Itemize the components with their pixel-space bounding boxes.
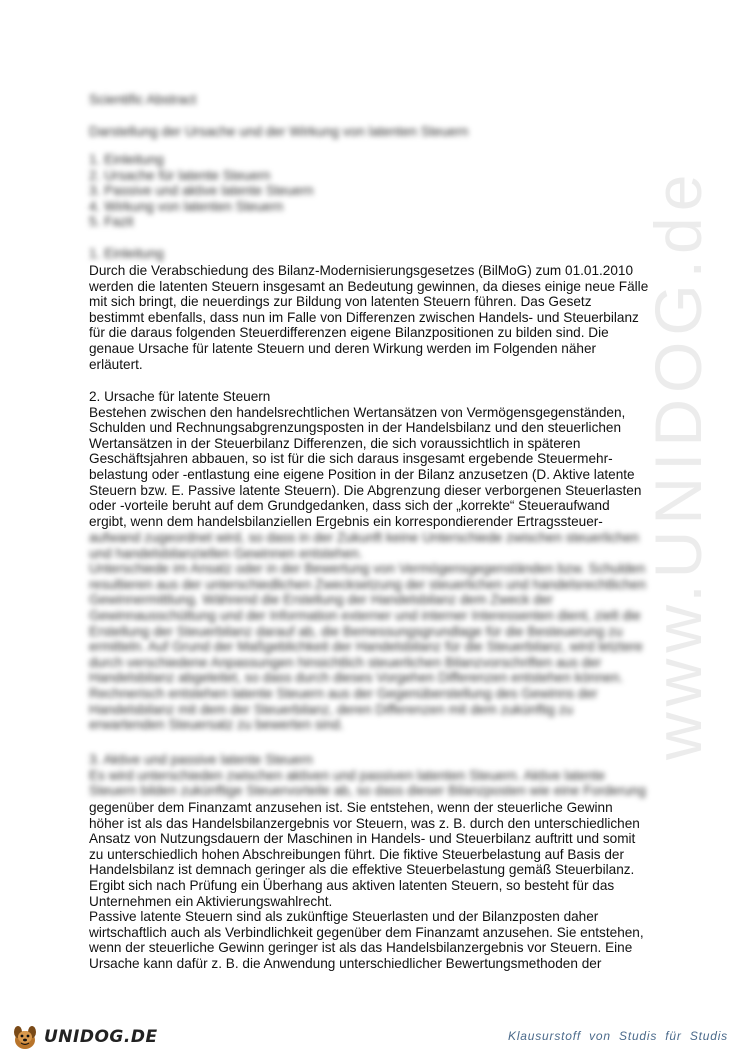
paragraph-line: bestimmt ebenfalls, dass nun im Falle von Differenzen zwischen Handels- und Steuerbilanz — [89, 309, 639, 325]
blurred-line: Unterschiede im Ansatz oder in der Bewertung von Vermögensgegenständen bzw. Schulden — [89, 561, 646, 577]
footer-tagline: Klausurstoff von Studis für Studis — [508, 1029, 728, 1043]
section2-body — [89, 389, 667, 529]
toc-item: 2. Ursache für latente Steuern — [89, 167, 271, 183]
section1-heading: 1. Einleitung — [89, 246, 164, 261]
blurred-line: Rechnerisch entstehen latente Steuern aus der Gegenüberstellung des Gewinns der — [89, 685, 598, 701]
paragraph-line: Ansatz von Nutzungsdauern der Maschinen in Handels- und Steuerbilanz auftritt und somit — [89, 831, 636, 847]
blurred-line: durch verschiedene Anpassungen hinsichtlich steuerlichen Bilanzvorschriften aus der — [89, 654, 602, 670]
paragraph-line: mit sich bringt, die neuerdings zur Bildung von latenten Steuern führen. Das Gesetz — [89, 294, 592, 310]
paragraph-line: für die daraus folgenden Steuerdifferenzen eigene Bilanzpositionen zu bilden sind. Die — [89, 325, 609, 341]
paragraph-line: Bestehen zwischen den handelsrechtlichen Wertansätzen von Vermögensgegenständen, — [89, 404, 626, 420]
blurred-line: Gewinnausschüttung und der Information externer und interner Interessenten dient, zielt die — [89, 607, 641, 623]
blurred-line: Es wird unterschieden zwischen aktiven und passiven latenten Steuern. Aktive latente — [89, 767, 606, 783]
blurred-line: Gewinnermittlung. Während die Erstellung der Handelsbilanz dem Zweck der — [89, 592, 553, 608]
section3-body — [89, 800, 667, 972]
document-label: Scientific Abstract — [89, 92, 197, 107]
table-of-contents — [89, 152, 667, 230]
logo-text: UNIDOG.DE — [44, 1027, 158, 1047]
blurred-line: Erstellung der Steuerbilanz darauf ab, die Bemessungsgrundlage für die Besteuerung zu — [89, 623, 623, 639]
blurred-line: und handelsbilanziellen Gewinnen entstehen. — [89, 545, 363, 561]
section2-blurred-body — [89, 530, 667, 733]
paragraph-line: oder -vorteile beruht auf dem Grundgedanken, dass sich der „korrekte“ Steueraufwand — [89, 498, 610, 514]
section1-body — [89, 263, 667, 372]
toc-item: 5. Fazit — [89, 214, 134, 230]
blurred-line: ermitteln. Auf Grund der Maßgeblichkeit der Handelsbilanz für die Steuerbilanz, wird letztere — [89, 639, 643, 655]
paragraph-line: genaue Ursache für latente Steuern und deren Wirkung werden im Folgenden näher — [89, 340, 597, 356]
paragraph-line: gegenüber dem Finanzamt anzusehen ist. Sie entstehen, wenn der steuerliche Gewinn — [89, 800, 613, 815]
dog-icon — [10, 1023, 40, 1051]
paragraph-line: Passive latente Steuern sind als zukünftige Steuerlasten und der Bilanzposten daher — [89, 909, 599, 925]
paragraph-line: zu unterschiedlich hohen Abschreibungen führt. Die fiktive Steuerbelastung auf Basis der — [89, 846, 625, 862]
paragraph-line: Ergibt sich nach Prüfung ein Überhang aus aktiven latenten Steuern, so besteht für das — [89, 877, 615, 893]
paragraph-line: Steuern bzw. E. Passive latente Steuern). Die Abgrenzung dieser verborgenen Steuerlasten — [89, 482, 642, 498]
document-title: Darstellung der Ursache und der Wirkung von latenten Steuern — [89, 124, 469, 139]
blurred-line: Handelsbilanz abgeleitet, so dass durch dieses Vorgehen Differenzen entstehen können. — [89, 670, 624, 686]
paragraph-line: Handelsbilanz ist demnach geringer als die effektive Steuerbelastung gemäß Steuerbilanz. — [89, 862, 635, 878]
paragraph-line: wenn der steuerliche Gewinn geringer ist als das Handelsbilanzergebnis vor Steuern. Eine — [89, 940, 633, 956]
blurred-line: Handelsbilanz mit dem der Steuerbilanz, deren Differenzen mit dem zukünftig zu — [89, 701, 574, 717]
paragraph-line: Wertansätzen in der Steuerbilanz Differenzen, die sich voraussichtlich in späteren — [89, 435, 581, 451]
paragraph-line: Ursache kann dafür z. B. die Anwendung unterschiedlicher Bewertungsmethoden der — [89, 955, 602, 971]
paragraph-line: Schulden und Rechnungsabgrenzungsposten in der Handelsbilanz und den steuerlichen — [89, 420, 622, 436]
blurred-line: erwartenden Steuersatz zu bewerten sind. — [89, 717, 344, 733]
paragraph-line: erläutert. — [89, 356, 143, 372]
paragraph-line: Unternehmen ein Aktivierungswahlrecht. — [89, 893, 333, 909]
section3-heading: 3. Aktive und passive latente Steuern — [89, 752, 313, 767]
paragraph-line: Geschäftsjahren abbauen, so ist für die sich daraus insgesamt ergebende Steuermehr- — [89, 451, 613, 467]
toc-item: 3. Passive und aktive latente Steuern — [89, 183, 314, 199]
section2-heading: 2. Ursache für latente Steuern — [89, 389, 271, 404]
blurred-line: Steuern bilden zukünftige Steuervorteile ab, so dass dieser Bilanzposten wie eine Forderung — [89, 783, 646, 799]
paragraph-line: Durch die Verabschiedung des Bilanz-Modernisierungsgesetzes (BilMoG) zum 01.01.2010 — [89, 263, 634, 278]
toc-item: 1. Einleitung — [89, 152, 164, 167]
blurred-line: resultieren aus der unterschiedlichen Zwecksetzung der steuerlichen und handelsrechtlichen — [89, 576, 646, 592]
paragraph-line: belastung oder -entlastung eine eigene Position in der Bilanz anzusetzen (D. Aktive latente — [89, 466, 635, 482]
section3-blurred-top — [89, 752, 667, 799]
paragraph-line: ergibt, wenn dem handelsbilanziellen Ergebnis ein korrespondierender Ertragssteuer- — [89, 513, 603, 529]
paragraph-line: wirtschaftlich auch als Verbindlichkeit gegenüber dem Finanzamt anzusehen. Sie entstehen, — [89, 924, 644, 940]
paragraph-line: werden die latenten Steuern insgesamt an Bedeutung gewinnen, da dieses einige neue Fälle — [89, 278, 649, 294]
toc-item: 4. Wirkung von latenten Steuern — [89, 198, 284, 214]
unidog-logo[interactable] — [10, 1023, 158, 1051]
blurred-line: aufwand zugeordnet wird, so dass in der Zukunft keine Unterschiede zwischen steuerlichen — [89, 530, 640, 545]
paragraph-line: höher ist als das Handelsbilanzergebnis vor Steuern, was z. B. durch den unterschiedlichen — [89, 815, 640, 831]
watermark: www.UNIDOG.de — [641, 168, 715, 760]
